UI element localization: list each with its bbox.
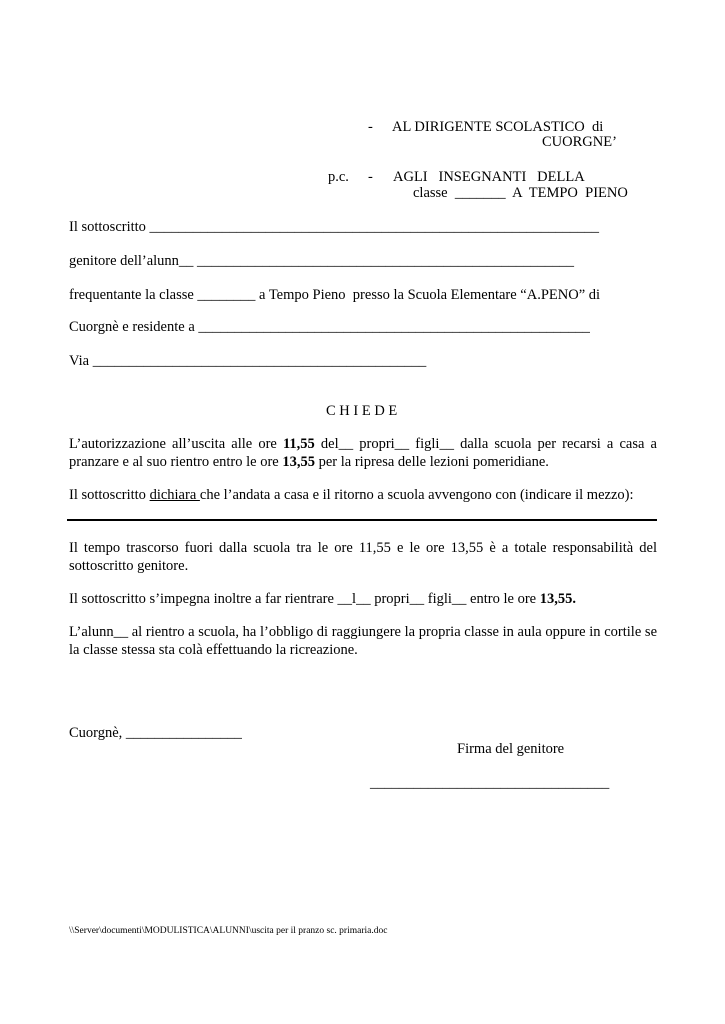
declaration-line (69, 486, 633, 504)
declaration-text-a: Il sottoscritto (69, 487, 150, 503)
address-town: CUORGNE’ (542, 134, 617, 150)
address-pc-label: p.c. (328, 169, 349, 185)
place-date-field[interactable]: Cuorgnè, ________________ (69, 725, 242, 741)
return-time: 13,55 (282, 454, 315, 470)
commitment-text: Il sottoscritto s’impegna inoltre a far rientrare __l__ propri__ figli__ entro le ore (69, 591, 540, 607)
address-teachers-line: AGLI INSEGNANTI DELLA (393, 169, 585, 185)
commitment-time: 13,55. (539, 591, 576, 607)
field-via[interactable]: Via ______________________________________________ (69, 353, 427, 369)
recreation-paragraph: L’alunn__ al rientro a scuola, ha l’obbligo di raggiungere la propria classe in aula oppure in cortile se la classe stessa sta colà effettuando la ricreazione. (69, 624, 657, 658)
commitment-line (69, 590, 576, 608)
field-frequentante[interactable]: frequentante la classe ________ a Tempo Pieno presso la Scuola Elementare “A.PENO” di (69, 287, 601, 303)
address-class-line: classe _______ A TEMPO PIENO (413, 185, 628, 201)
responsibility-paragraph: Il tempo trascorso fuori dalla scuola tra le ore 11,55 e le ore 13,55 è a totale responsabilità del sottoscritto genitore. (69, 540, 657, 574)
declaration-underlined: dichiara (149, 487, 200, 503)
declaration-text-b: che l’andata a casa e il ritorno a scuola avvengono con (indicare il mezzo): (199, 487, 634, 503)
request-text-c: per la ripresa delle lezioni pomeridiane. (315, 454, 549, 470)
request-paragraph (69, 435, 657, 471)
document-path-footer: \\Server\documenti\MODULISTICA\ALUNNI\uscita per il pranzo sc. primaria.doc (69, 926, 388, 936)
exit-time: 11,55 (282, 436, 315, 452)
field-genitore[interactable]: genitore dell’alunn__ ____________________________________________________ (69, 253, 575, 269)
field-sottoscritto[interactable]: Il sottoscritto ______________________________________________________________ (69, 219, 600, 235)
field-residente[interactable]: Cuorgnè e residente a ______________________________________________________ (69, 319, 590, 335)
request-text-b: del__ propri__ figli__ dalla scuola per recarsi a casa a pranzare e al suo rientro entro le ore (69, 436, 657, 470)
request-text-a: L’autorizzazione all’uscita alle ore (69, 436, 283, 452)
address-recipient-line: AL DIRIGENTE SCOLASTICO di (392, 119, 604, 135)
address-dash-1: - (368, 119, 373, 135)
transport-answer-line[interactable] (67, 519, 657, 521)
signature-line[interactable]: _________________________________ (370, 775, 610, 791)
address-dash-2: - (368, 169, 373, 185)
signature-label: Firma del genitore (457, 741, 565, 757)
request-heading: C H I E D E (326, 403, 398, 419)
